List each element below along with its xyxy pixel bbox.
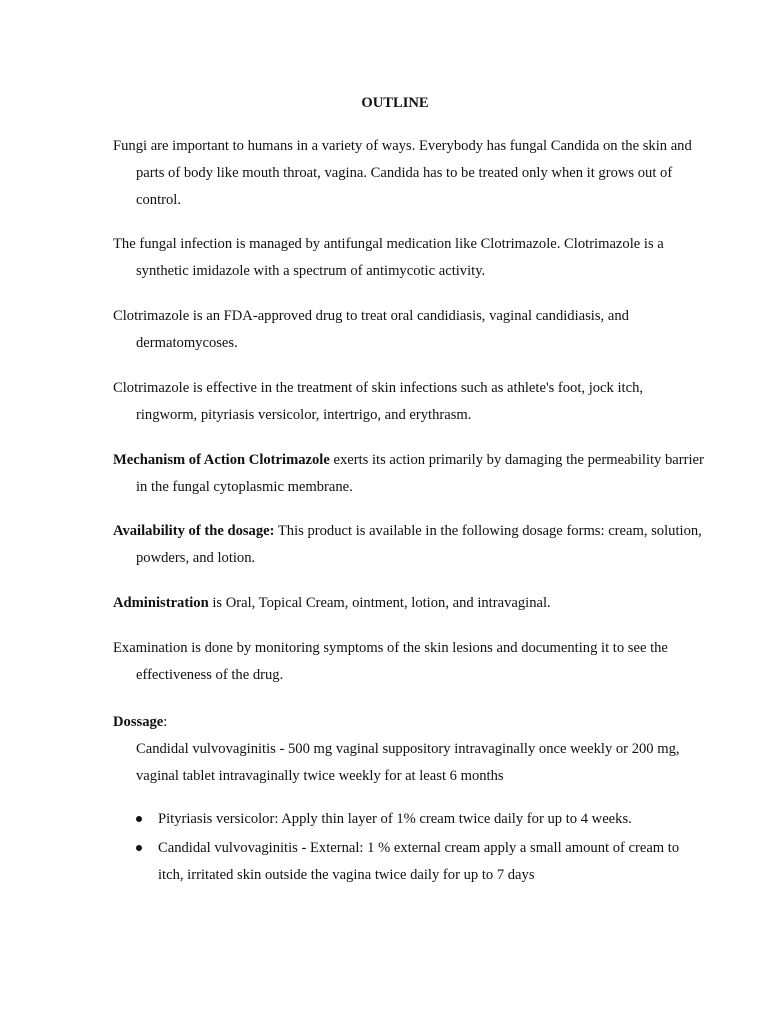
paragraph-text: Fungi are important to humans in a variety of ways. Everybody has fungal Candida on the skin and parts of body like mouth throat, vagina. Candida has to be treated only when it grows out of control. (113, 138, 692, 208)
list-item (136, 806, 681, 833)
paragraph-availability (113, 518, 706, 572)
paragraph-bold-lead: Availability of the dosage: (113, 523, 275, 539)
paragraph-text: This product is available in the following dosage forms: cream, solution, powders, and lotion. (136, 523, 702, 566)
bullet-text: Pityriasis versicolor: Apply thin layer of 1% cream twice daily for up to 4 weeks. (158, 811, 632, 827)
paragraph-examination (113, 635, 706, 689)
paragraph-bold-lead: Administration (113, 595, 209, 611)
paragraph-fungal-infection (113, 231, 706, 285)
paragraph-text: The fungal infection is managed by antifungal medication like Clotrimazole. Clotrimazole is a synthetic imidazole with a spectrum of antimycotic activity. (113, 236, 664, 279)
paragraph-text: Examination is done by monitoring symptoms of the skin lesions and documenting it to see the effectiveness of the drug. (113, 640, 668, 683)
bullet-text: Candidal vulvovaginitis - External: 1 % external cream apply a small amount of cream to itch, irritated skin outside the vagina twice daily for up to 7 days (158, 840, 680, 883)
bullet-icon (136, 816, 142, 822)
dosage-text: Candidal vulvovaginitis - 500 mg vaginal suppository intravaginally once weekly or 200 mg, vaginal tablet intravaginally twice weekly for at least 6 months (136, 741, 680, 784)
paragraph-text: exerts its action primarily by damaging the permeability barrier in the fungal cytoplasmic membrane. (136, 452, 704, 495)
paragraph-fungi-intro (113, 133, 706, 214)
paragraph-text: Clotrimazole is effective in the treatment of skin infections such as athlete's foot, jock itch, ringworm, pityriasis versicolor, intertrigo, and erythrasm. (113, 380, 644, 423)
dosage-heading (113, 709, 167, 736)
list-item (136, 835, 681, 889)
paragraph-administration (113, 590, 706, 617)
page-title: OUTLINE (361, 95, 429, 111)
paragraph-mechanism (113, 447, 706, 501)
dosage-bullet-list (136, 806, 681, 891)
paragraph-skin-infections (113, 375, 706, 429)
paragraph-fda-approved (113, 303, 706, 357)
bullet-icon (136, 845, 142, 851)
paragraph-text: is Oral, Topical Cream, ointment, lotion, and intravaginal. (208, 595, 551, 611)
dosage-heading-label: Dossage (113, 714, 164, 730)
paragraph-text: Clotrimazole is an FDA-approved drug to treat oral candidiasis, vaginal candidiasis, and dermatomycoses. (113, 308, 629, 351)
paragraph-bold-lead: Mechanism of Action Clotrimazole (113, 452, 330, 468)
dosage-heading-colon: : (163, 714, 168, 730)
